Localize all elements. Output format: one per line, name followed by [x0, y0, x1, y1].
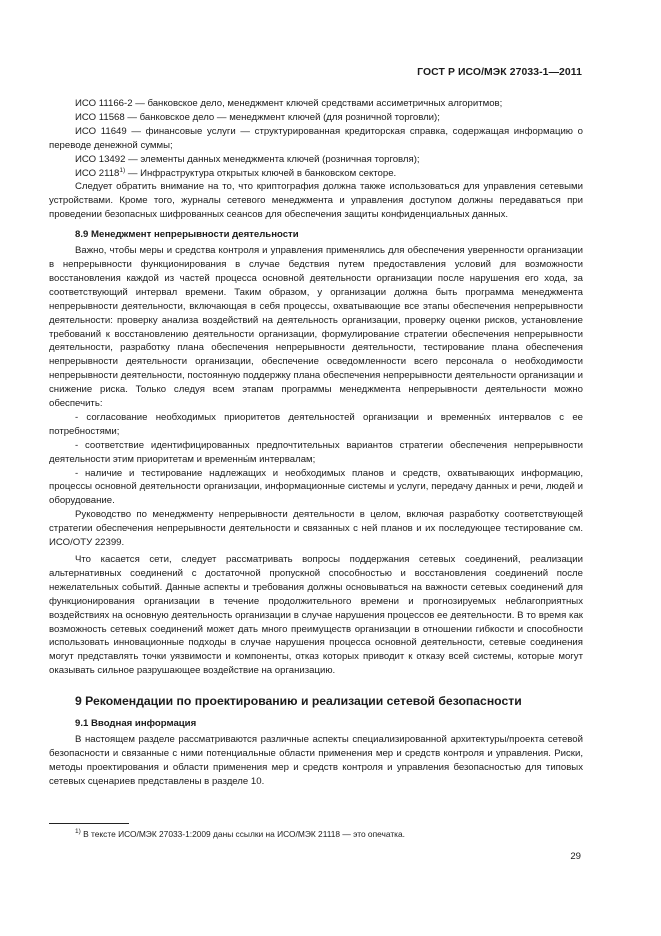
iso-code: ИСО 2118 [75, 167, 120, 179]
paragraph: Руководство по менеджменту непрерывности деятельности в целом, включая разработку соответствующей стратегии обеспечения непрерывности деятельности и связанных с ней планов и их последующее тестирование см. ИСО/ОТУ 22399. [49, 509, 583, 549]
iso-description: — Инфраструктура открытых ключей в банковском секторе. [125, 167, 397, 179]
list-item-iso2118 [49, 167, 583, 181]
paragraph: Что касается сети, следует рассматривать вопросы поддержания сетевых соединений, реализации альтернативных соединений с достаточной пропускной способностью и восстановления соединений после нежелательных событий. Данные аспекты и требования должны основываться на важности сетевых соединений для функционирования организации в течение продолжительного времени и прогнозируемых неблагоприятных воздействиях на основную деятельность организации в случае нарушения процессов ее деятельности. В то время как возможность сетевых соединений может дать много преимуществ организации в отношении гибкости и способности использовать инновационные подходы в случае нарушения процесса основной деятельности, сетевые соединения могут представлять точки уязвимости и компоненты, отказ которых приводит к отказу всей системы, которые могут оказывать сильное разрушающее воздействие на организацию. [49, 554, 583, 677]
body-text [49, 97, 583, 789]
paragraph-crypto: Следует обратить внимание на то, что криптография должна также использоваться для управления сетевыми устройствами. Кроме того, журналы сетевого менеджмента и управления доступом должны передаваться при проведении безопасных шифрованных сеансов для обеспечения защиты конфиденциальных данных. [49, 181, 583, 221]
footnote-reference: 1) [119, 166, 126, 174]
list-item: ИСО 11568 — банковское дело — менеджмент ключей (для розничной торговли); [75, 111, 440, 123]
paragraph: В настоящем разделе рассматриваются различные аспекты специализированной архитектуры/проекта сетевой безопасности и связанные с ними потенциальные области применения мер и средств контроля и управления. Риски, методы проектирования и области применения мер и средств контроля и управления безопасностью для типовых сетевых сценариев представлены в разделе 10. [49, 734, 583, 787]
bullet-item: - наличие и тестирование надлежащих и необходимых планов и средств, охватывающих информацию, процессы основной деятельности организации, информационные системы и услуги, передачу данных и речи, людей и оборудование. [49, 467, 583, 507]
list-item: ИСО 13492 — элементы данных менеджмента ключей (розничная торговля); [75, 153, 420, 165]
section-9-heading: 9 Рекомендации по проектированию и реализации сетевой безопасности [75, 694, 522, 709]
list-item: ИСО 11649 — финансовые услуги — структурированная кредиторская справка, содержащая информацию о переводе денежной суммы; [49, 125, 583, 151]
bullet-item: - соответствие идентифицированных предпочтительных вариантов стратегии обеспечения непрерывности деятельности этим приоритетам и временны́м интервалам; [49, 439, 583, 465]
footnote [75, 829, 583, 840]
paragraph: Важно, чтобы меры и средства контроля и управления применялись для обеспечения уверенности организации в непрерывности функционирования в случае бедствия путем предоставления условий для возможности восстановления каждой из частей процесса основной деятельности организации после нарушения его хода, за соответствующий интервал времени. Таким образом, у организации должна быть программа менеджмента непрерывности деятельности, включающая в себя процессы, охватывающие все этапы обеспечения непрерывности деятельности: проверку анализа воздействий на деятельность организации, проверку оценки рисков, установление требований к восстановлению деятельности организации, формулирование стратегии обеспечения непрерывности деятельности, разработку плана обеспечения непрерывности деятельности, тестирование плана обеспечения непрерывности деятельности организации, обеспечение осведомленности всего персонала о необходимости непрерывности деятельности, постоянную поддержку плана обеспечения непрерывности деятельности организации и снижение риска. Только следуя всем этапам программы менеджмента непрерывности деятельности можно обеспечить: [49, 245, 583, 410]
page-number: 29 [570, 851, 581, 862]
document-header: ГОСТ Р ИСО/МЭК 27033-1—2011 [417, 67, 582, 78]
section-9-1-heading: 9.1 Вводная информация [75, 718, 197, 730]
section-8-9-heading: 8.9 Менеджмент непрерывности деятельности [75, 229, 299, 241]
footnote-marker: 1) [75, 828, 81, 835]
footnote-text: В тексте ИСО/МЭК 27033-1:2009 даны ссылки на ИСО/МЭК 21118 — это опечатка. [80, 829, 406, 839]
footnote-divider [49, 823, 129, 824]
bullet-item: - согласование необходимых приоритетов деятельностей организации и временны́х интервалов с ее потребностями; [49, 411, 583, 437]
list-item: ИСО 11166-2 — банковское дело, менеджмент ключей средствами ассиметричных алгоритмов; [75, 98, 503, 109]
